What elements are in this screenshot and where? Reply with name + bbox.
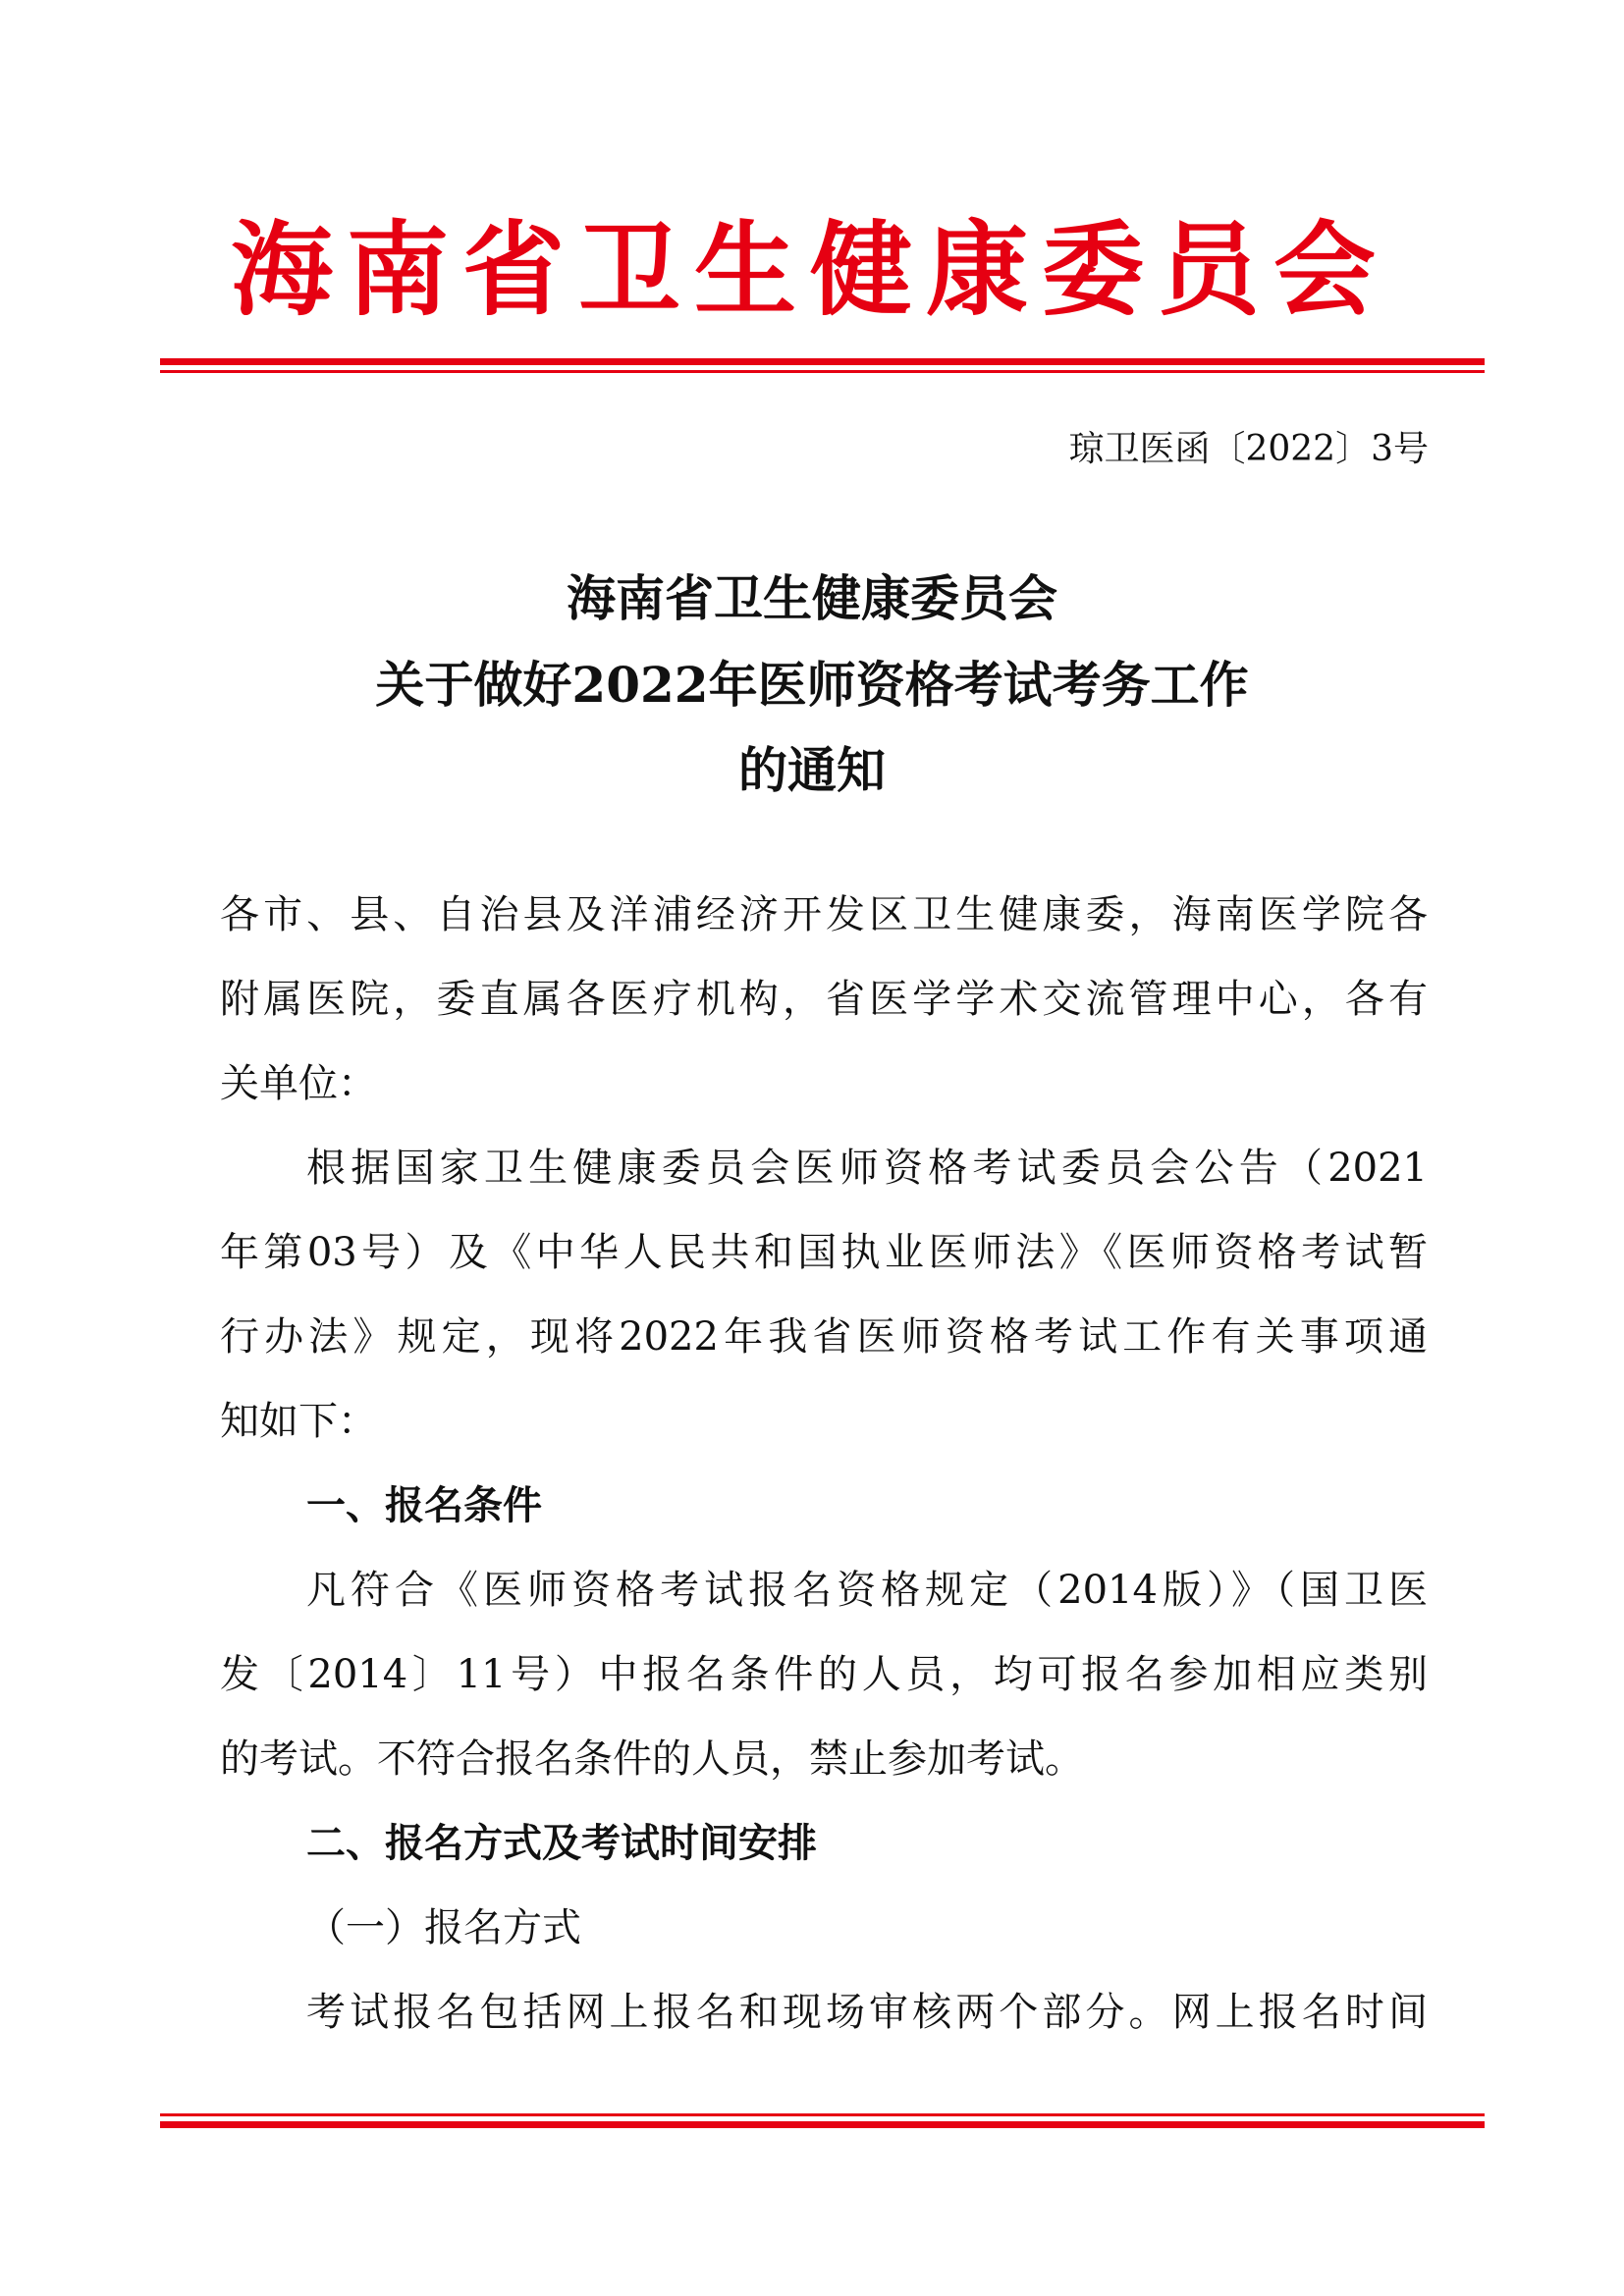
header-red-rule-thick — [160, 358, 1485, 365]
section-heading: 二、报名方式及考试时间安排 — [306, 1821, 817, 1866]
addressee-line: 关单位： — [220, 1061, 377, 1106]
header-red-rule-thin — [160, 370, 1485, 373]
section-paragraph-line: 凡符合《医师资格考试报名资格规定（2014版）》（国卫医 — [306, 1568, 1428, 1613]
document-number: 琼卫医函〔2022〕3号 — [1068, 429, 1429, 469]
subsection-heading: （一）报名方式 — [306, 1905, 581, 1950]
intro-line: 年第03号）及《中华人民共和国执业医师法》《医师资格考试暂 — [220, 1230, 1428, 1275]
footer-red-rule-thin — [160, 2113, 1485, 2116]
section-paragraph-line: 考试报名包括网上报名和现场审核两个部分。网上报名时间 — [306, 1990, 1428, 2035]
document-title-line: 海南省卫生健康委员会 — [567, 569, 1057, 627]
document-title-line: 的通知 — [738, 741, 886, 799]
section-paragraph-line: 的考试。不符合报名条件的人员，禁止参加考试。 — [220, 1736, 1084, 1782]
section-paragraph-line: 发〔2014〕11号）中报名条件的人员，均可报名参加相应类别 — [220, 1652, 1428, 1697]
section-heading: 一、报名条件 — [306, 1483, 542, 1528]
document-title-line: 关于做好2022年医师资格考试考务工作 — [375, 656, 1249, 714]
addressee-line: 各市、县、自治县及洋浦经济开发区卫生健康委，海南医学院各 — [220, 892, 1428, 937]
intro-line: 行办法》规定，现将2022年我省医师资格考试工作有关事项通 — [220, 1314, 1428, 1360]
footer-red-rule-thick — [160, 2121, 1485, 2128]
addressee-line: 附属医院，委直属各医疗机构，省医学学术交流管理中心，各有 — [220, 977, 1428, 1022]
issuing-authority-header: 海南省卫生健康委员会 — [230, 210, 1389, 330]
intro-line: 根据国家卫生健康委员会医师资格考试委员会公告（2021 — [306, 1146, 1428, 1191]
intro-line: 知如下： — [220, 1399, 377, 1444]
